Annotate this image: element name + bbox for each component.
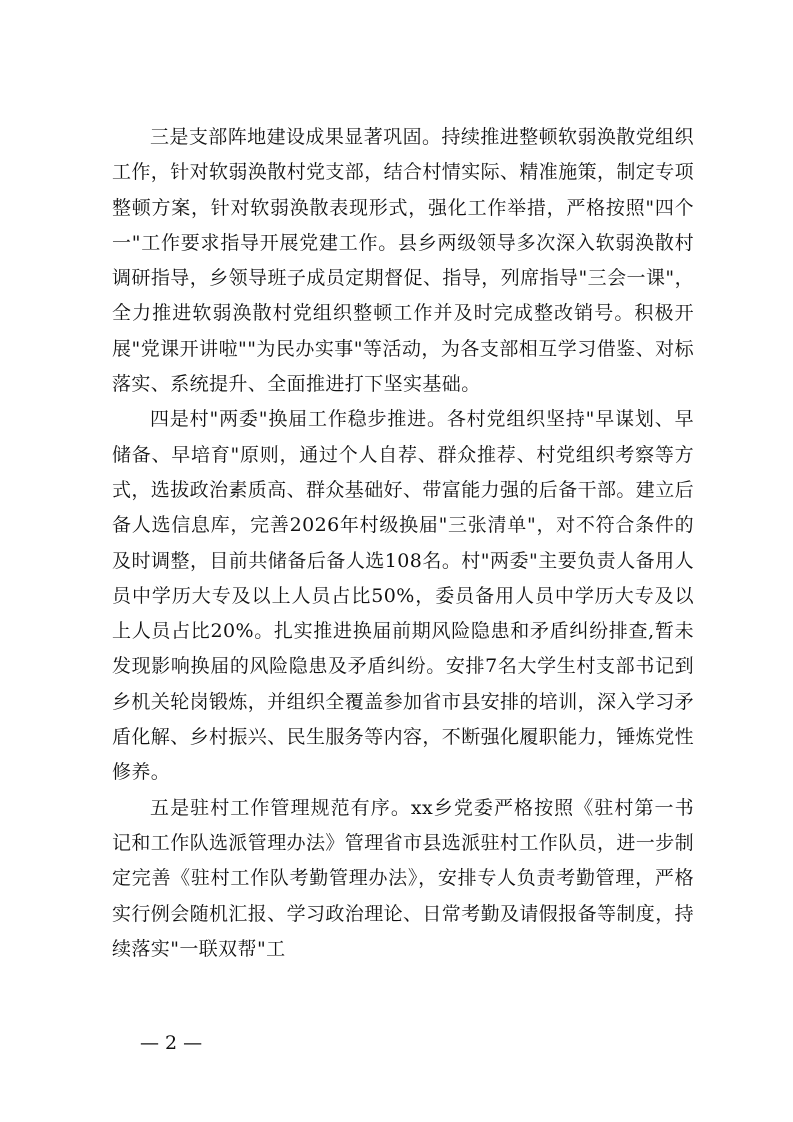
paragraph-village-committee-election: 四是村"两委"换届工作稳步推进。各村党组织坚持"早谋划、早储备、早培育"原则，通过个人自荐、群众推荐、村党组织考察等方式，选拔政治素质高、群众基础好、带富能力强的后备干部。建立后备人选信息库，完善2026年村级换届"三张清单"，对不符合条件的及时调整，目前共储备后备人选108名。村"两委"主要负责人备用人员中学历大专及以上人员占比50%，委员备用人员中学历大专及以上人员占比20%。扎实推进换届前期风险隐患和矛盾纠纷排查,暂未发现影响换届的风险隐患及矛盾纠纷。安排7名大学生村支部书记到乡机关轮岗锻炼，并组织全覆盖参加省市县安排的培训，深入学习矛盾化解、乡村振兴、民生服务等内容，不断强化履职能力，锤炼党性修养。 (112, 408, 695, 784)
page-number: — 2 — (140, 1032, 203, 1054)
paragraph-village-work-management: 五是驻村工作管理规范有序。xx乡党委严格按照《驻村第一书记和工作队选派管理办法》管理省市县选派驻村工作队员，进一步制定完善《驻村工作队考勤管理办法》，安排专人负责考勤管理，严格实行例会随机汇报、学习政治理论、日常考勤及请假报备等制度，持续落实"一联双帮"工 (112, 796, 695, 960)
paragraph-branch-position-building: 三是支部阵地建设成果显著巩固。持续推进整顿软弱涣散党组织工作，针对软弱涣散村党支部，结合村情实际、精准施策，制定专项整顿方案，针对软弱涣散表现形式，强化工作举措，严格按照"四个一"工作要求指导开展党建工作。县乡两级领导多次深入软弱涣散村调研指导，乡领导班子成员定期督促、指导，列席指导"三会一课"，全力推进软弱涣散村党组织整顿工作并及时完成整改销号。积极开展"党课开讲啦""为民办实事"等活动，为各支部相互学习借鉴、对标落实、系统提升、全面推进打下坚实基础。 (112, 126, 695, 396)
document-body (112, 120, 694, 967)
